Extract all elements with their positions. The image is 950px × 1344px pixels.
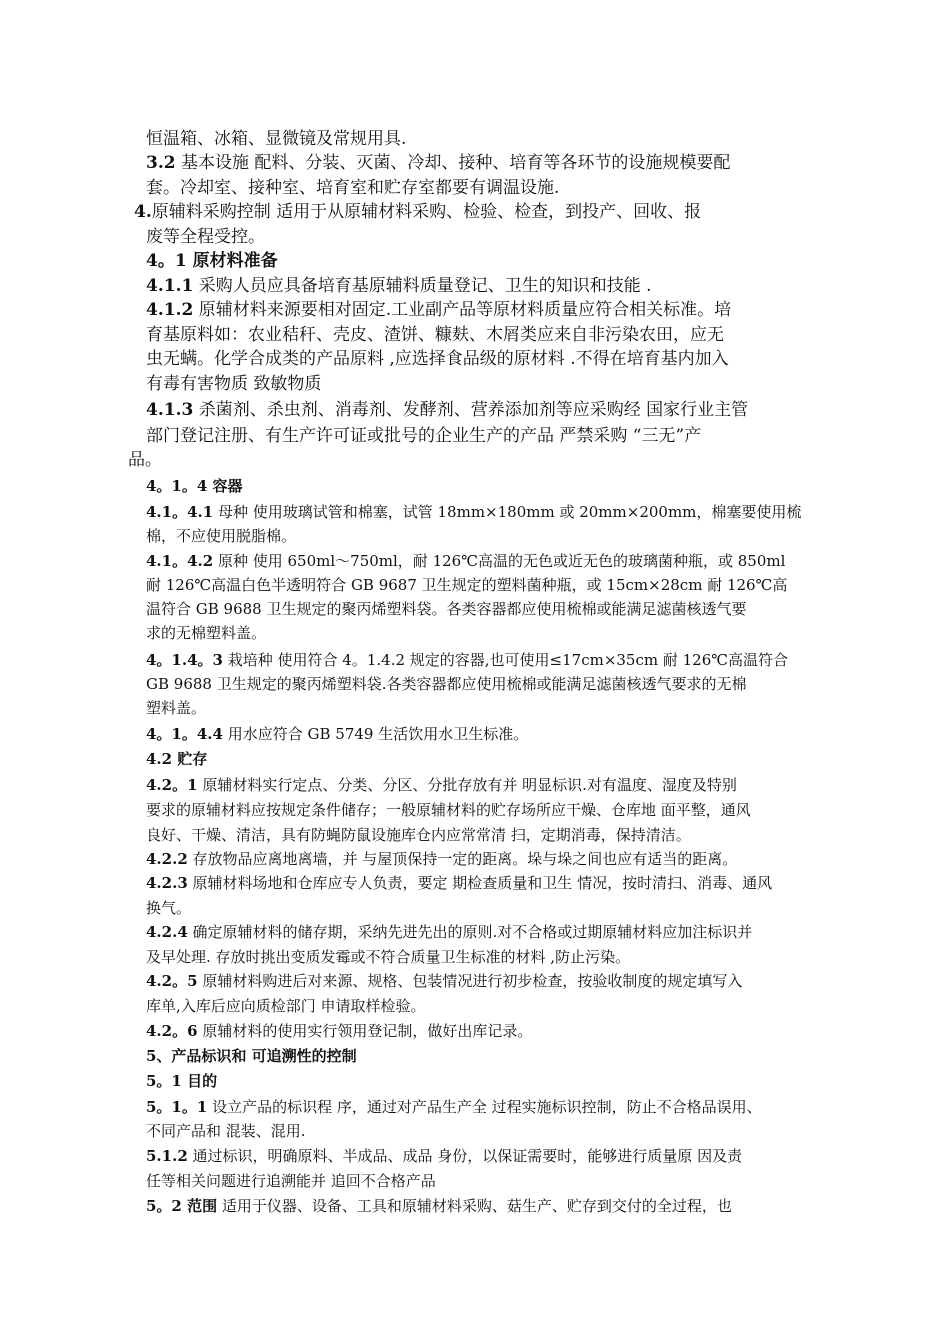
text-line: 换气。 [146,899,192,917]
section-5-1-2: 5.1.2 通过标识，明确原料、半成品、成品 身份，以保证需要时，能够进行质量原 因及责 [146,1147,743,1165]
section-4-2-4: 4.2.4 确定原辅材料的储存期，采纳先进先出的原则.对不合格或过期原辅材料应加注标识并 [146,923,753,941]
section-4-1-4-3: 4。1.4。3 栽培种 使用符合 4。1.4.2 规定的容器,也可使用≤17cm×35cm 耐 126℃高温符合 [146,651,789,669]
text-line: 库单,入库后应向质检部门 申请取样检验。 [146,997,426,1015]
text-line: 废等全程受控。 [146,227,265,247]
text-line: 套。冷却室、接种室、培育室和贮存室都要有调温设施. [146,178,560,198]
text-line: 及早处理. 存放时挑出变质发霉或不符合质量卫生标准的材料 ,防止污染。 [146,948,631,966]
section-4-1-4-2: 4.1。4.2 原种 使用 650ml～750ml，耐 126℃高温的无色或近无色的玻璃菌种瓶，或 850ml [146,552,786,570]
text-line: 求的无棉塑料盖。 [146,624,267,642]
section-5-1-1: 5。1。1 设立产品的标识程 序，通过对产品生产全 过程实施标识控制，防止不合格品误用、 [146,1098,762,1116]
text-line: 塑料盖。 [146,699,207,717]
section-4-1-heading: 4。1 原材料准备 [146,251,278,271]
section-4-2-1: 4.2。1 原辅材料实行定点、分类、分区、分批存放有并 明显标识.对有温度、湿度及特别 [146,776,737,794]
section-4-2-5: 4.2。5 原辅材料购进后对来源、规格、包装情况进行初步检查，按验收制度的规定填写入 [146,972,743,990]
text-line: 良好、干燥、清洁，具有防蝇防鼠设施库仓内应常常清 扫，定期消毒，保持清洁。 [146,826,691,844]
text-line: 育基原料如：农业秸秆、壳皮、渣饼、糠麸、木屑类应来自非污染农田，应无 [146,325,724,345]
text-line: 不同产品和 混装、混用. [146,1122,306,1140]
section-4-2-3: 4.2.3 原辅材料场地和仓库应专人负责，要定 期检查质量和卫生 情况，按时清扫、消毒、通风 [146,874,773,892]
text-line: 品。 [128,450,162,470]
section-4-1-4-1: 4.1。4.1 母种 使用玻璃试管和棉塞，试管 18mm×180mm 或 20mm×200mm，棉塞要使用梳 [146,503,802,521]
section-5-heading: 5、产品标识和 可追溯性的控制 [146,1047,357,1065]
text-line: 温符合 GB 9688 卫生规定的聚丙烯塑料袋。各类容器都应使用梳棉或能满足滤菌核透气要 [146,600,747,618]
text-line: 恒温箱、冰箱、显微镜及常规用具. [146,129,407,149]
text-line: 棉，不应使用脱脂棉。 [146,527,297,545]
section-4-1-4-heading: 4。1。4 容器 [146,477,243,495]
text-line: 虫无螨。化学合成类的产品原料 ,应选择食品级的原材料 .不得在培育基内加入 [146,349,729,369]
text-line: 要求的原辅材料应按规定条件储存；一般原辅材料的贮存场所应干燥、仓库地 面平整，通风 [146,801,751,819]
section-5-2: 5。2 范围 适用于仪器、设备、工具和原辅材料采购、菇生产、贮存到交付的全过程，也 [146,1197,732,1215]
section-4-2-heading: 4.2 贮存 [146,750,208,768]
section-4-2-2: 4.2.2 存放物品应离地离墙，并 与屋顶保持一定的距离。垛与垛之间也应有适当的距离。 [146,850,738,868]
section-3-2: 3.2 基本设施 配料、分装、灭菌、冷却、接种、培育等各环节的设施规模要配 [146,153,731,173]
section-4-1-4-4: 4。1。4.4 用水应符合 GB 5749 生活饮用水卫生标准。 [146,725,529,743]
section-5-1-heading: 5。1 目的 [146,1072,218,1090]
section-4-heading: 4.原辅料采购控制 适用于从原辅材料采购、检验、检查，到投产、回收、报 [134,202,702,222]
text-line: GB 9688 卫生规定的聚丙烯塑料袋.各类容器都应使用梳棉或能满足滤菌核透气要求的无棉 [146,675,747,693]
text-line: 任等相关问题进行追溯能并 追回不合格产品 [146,1172,436,1190]
section-4-1-3: 4.1.3 杀菌剂、杀虫剂、消毒剂、发酵剂、营养添加剂等应采购经 国家行业主管 [146,400,749,420]
text-line: 有毒有害物质 致敏物质 [146,374,322,394]
section-4-1-2: 4.1.2 原辅材料来源要相对固定.工业副产品等原材料质量应符合相关标准。培 [146,300,732,320]
section-4-2-6: 4.2。6 原辅材料的使用实行领用登记制，做好出库记录。 [146,1022,533,1040]
section-4-1-1: 4.1.1 采购人员应具备培育基原辅料质量登记、卫生的知识和技能 . [146,276,652,296]
text-line: 耐 126℃高温白色半透明符合 GB 9687 卫生规定的塑料菌种瓶，或 15cm×28cm 耐 126℃高 [146,576,788,594]
text-line: 部门登记注册、有生产许可证或批号的企业生产的产品 严禁采购 “三无”产 [146,426,702,446]
